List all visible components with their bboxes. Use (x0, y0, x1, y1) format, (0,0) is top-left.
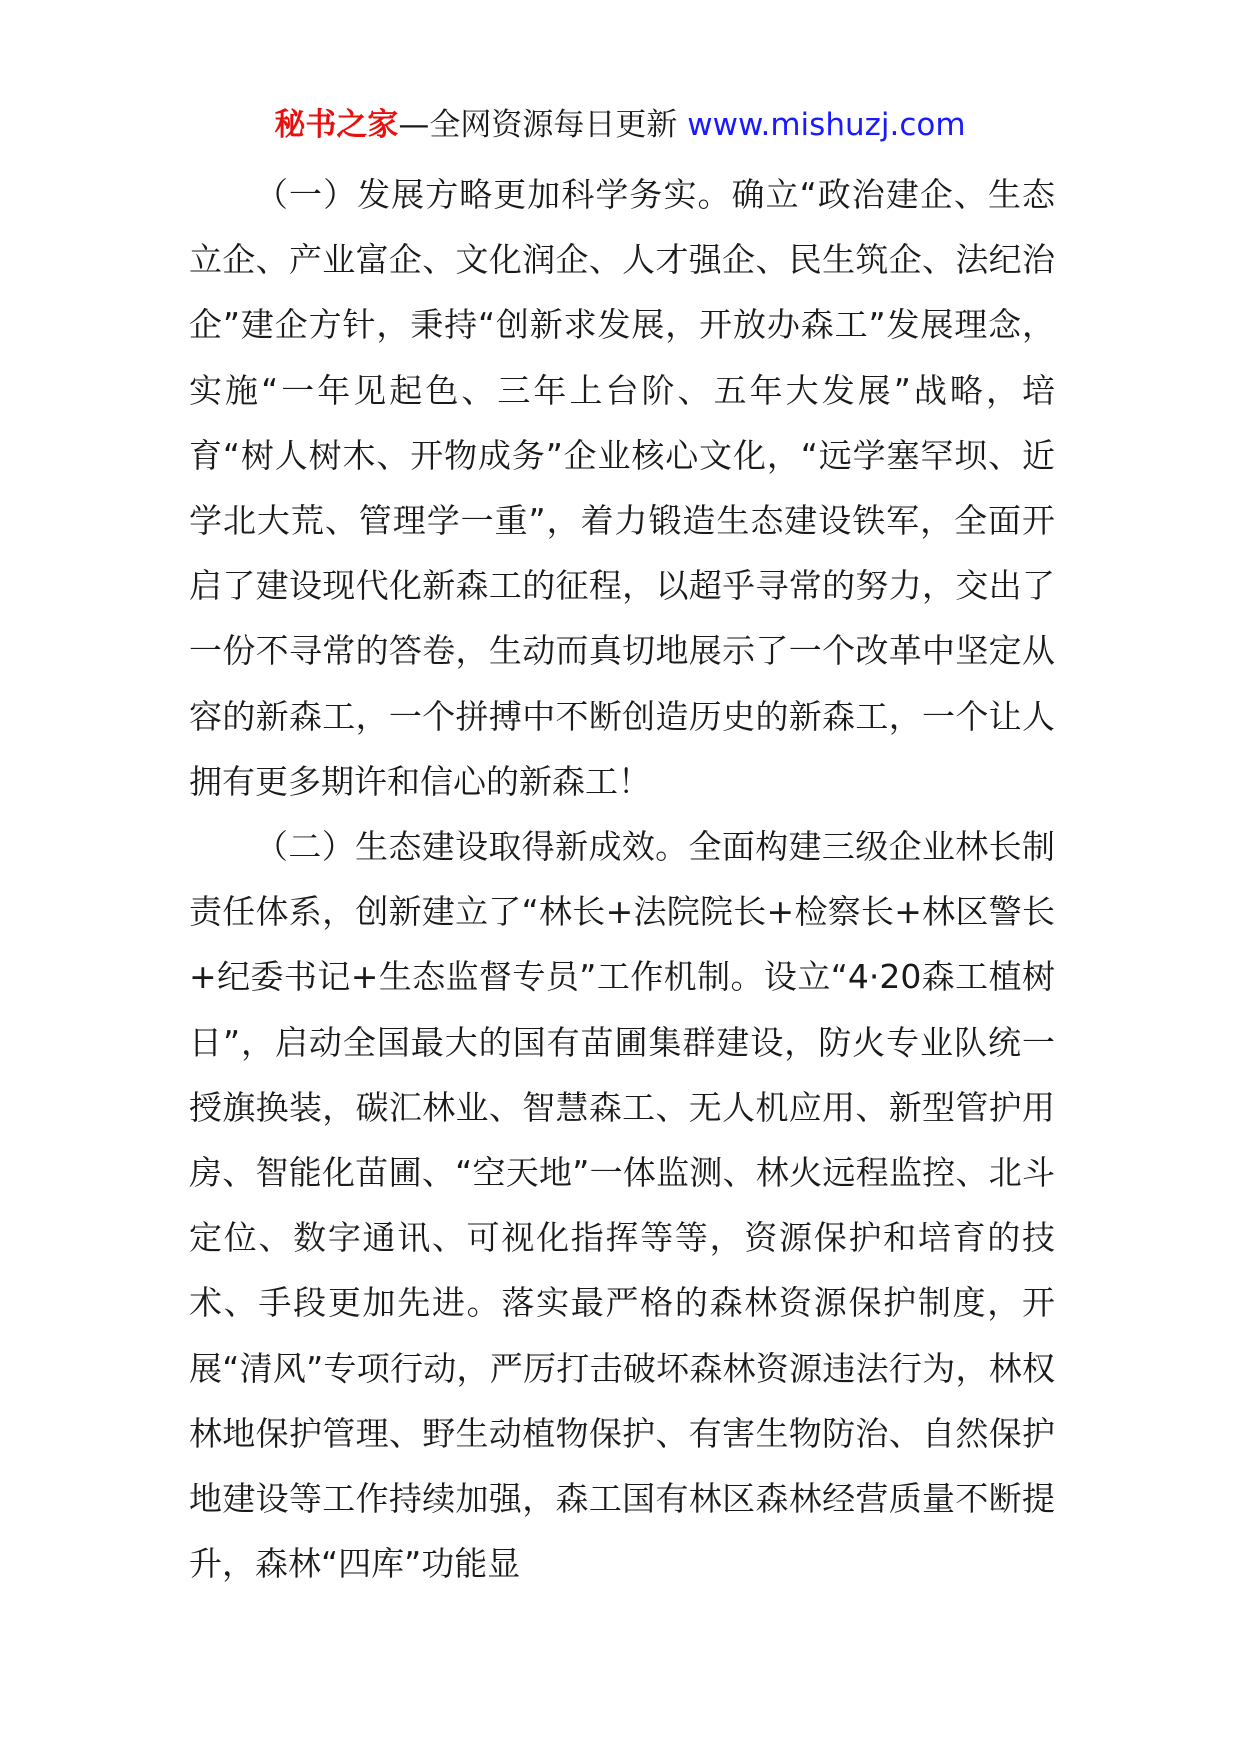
document-body (189, 162, 1055, 1596)
paragraph-strategy: （一）发展方略更加科学务实。确立“政治建企、生态立企、产业富企、文化润企、人才强企、民生筑企、法纪治企”建企方针，秉持“创新求发展，开放办森工”发展理念，实施“一年见起色、三年上台阶、五年大发展”战略，培育“树人树木、开物成务”企业核心文化，“远学塞罕坝、近学北大荒、管理学一重”，着力锻造生态建设铁军，全面开启了建设现代化新森工的征程，以超乎寻常的努力，交出了一份不寻常的答卷，生动而真切地展示了一个改革中坚定从容的新森工，一个拼搏中不断创造历史的新森工，一个让人拥有更多期许和信心的新森工！ (189, 175, 1055, 801)
site-tagline: —全网资源每日更新 (398, 107, 688, 143)
site-url-link[interactable]: www.mishuzj.com (687, 107, 966, 143)
paragraph-ecology: （二）生态建设取得新成效。全面构建三级企业林长制责任体系，创新建立了“林长+法院院长+检察长+林区警长+纪委书记+生态监督专员”工作机制。设立“4·20森工植树日”，启动全国最大的国有苗圃集群建设，防火专业队统一授旗换装，碳汇林业、智慧森工、无人机应用、新型管护用房、智能化苗圃、“空天地”一体监测、林火远程监控、北斗定位、数字通讯、可视化指挥等等，资源保护和培育的技术、手段更加先进。落实最严格的森林资源保护制度，开展“清风”专项行动，严厉打击破坏森林资源违法行为，林权林地保护管理、野生动植物保护、有害生物防治、自然保护地建设等工作持续加强，森工国有林区森林经营质量不断提升，森林“四库”功能显 (189, 827, 1055, 1584)
site-header (0, 100, 1240, 150)
site-brand: 秘书之家 (274, 107, 399, 143)
